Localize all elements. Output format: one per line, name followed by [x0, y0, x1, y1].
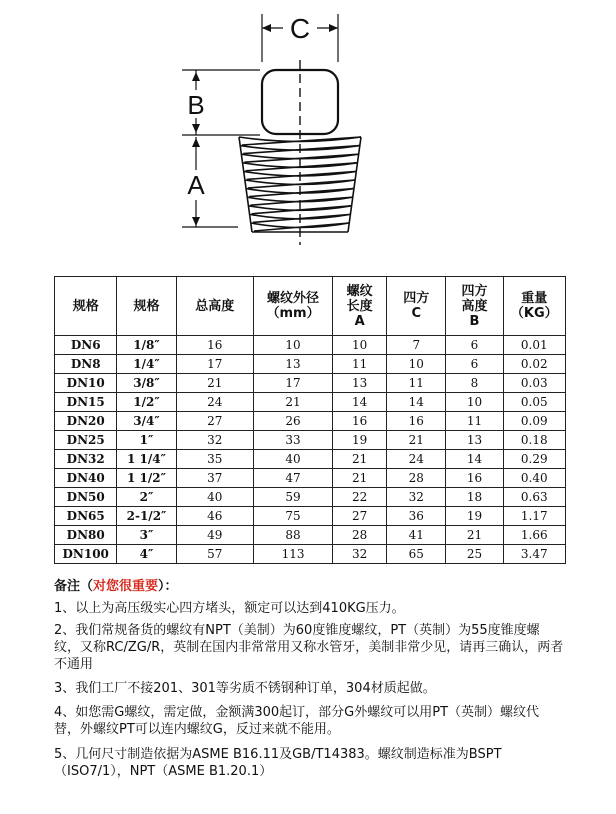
table-cell: 13: [253, 355, 332, 374]
table-row: [55, 393, 566, 412]
table-cell: DN50: [55, 488, 117, 507]
table-cell: 1.17: [503, 507, 565, 526]
table-cell: 21: [333, 450, 387, 469]
table-cell: 8: [446, 374, 503, 393]
table-header-row: [55, 277, 566, 336]
table-cell: 18: [446, 488, 503, 507]
table-cell: 27: [176, 412, 253, 431]
table-cell: 7: [387, 336, 446, 355]
table-cell: DN15: [55, 393, 117, 412]
note-item: 3、我们工厂不接201、301等劣质不锈钢种订单，304材质起做。: [54, 681, 436, 696]
table-cell: 27: [333, 507, 387, 526]
table-cell: 21: [387, 431, 446, 450]
table-cell: 75: [253, 507, 332, 526]
table-cell: 22: [333, 488, 387, 507]
column-header: 规格: [117, 277, 176, 336]
note-item: 2、我们常规备货的螺纹有NPT（美制）为60度锥度螺纹，PT（英制）为55度锥度螺纹，又称RC/ZG/R，英制在国内非常常用又称水管牙，美制非常少见，请再三确认，两者不通用: [54, 623, 564, 672]
table-cell: 35: [176, 450, 253, 469]
table-cell: 24: [387, 450, 446, 469]
table-cell: DN10: [55, 374, 117, 393]
column-header: 重量 （KG）: [503, 277, 565, 336]
table-cell: 2″: [117, 488, 176, 507]
table-cell: 40: [176, 488, 253, 507]
table-cell: 3″: [117, 526, 176, 545]
notes-title-paren-open: （: [80, 579, 94, 594]
table-cell: 40: [253, 450, 332, 469]
table-cell: 16: [176, 336, 253, 355]
dimension-b: [182, 70, 260, 135]
table-cell: 10: [253, 336, 332, 355]
table-cell: 21: [253, 393, 332, 412]
table-cell: 3.47: [503, 545, 565, 564]
table-cell: 3/8″: [117, 374, 176, 393]
table-cell: 17: [253, 374, 332, 393]
table-cell: 26: [253, 412, 332, 431]
table-cell: 19: [333, 431, 387, 450]
table-cell: 0.29: [503, 450, 565, 469]
column-header: 四方 C: [387, 277, 446, 336]
table-cell: 1 1/2″: [117, 469, 176, 488]
table-cell: 41: [387, 526, 446, 545]
table-cell: 0.01: [503, 336, 565, 355]
table-cell: 1/8″: [117, 336, 176, 355]
table-cell: 32: [333, 545, 387, 564]
column-header: 螺纹 长度 A: [333, 277, 387, 336]
table-cell: 1″: [117, 431, 176, 450]
table-cell: 14: [446, 450, 503, 469]
table-cell: 32: [176, 431, 253, 450]
table-cell: 49: [176, 526, 253, 545]
table-cell: 13: [446, 431, 503, 450]
table-cell: 1 1/4″: [117, 450, 176, 469]
table-cell: 37: [176, 469, 253, 488]
table-cell: 1/4″: [117, 355, 176, 374]
table-cell: 59: [253, 488, 332, 507]
table-cell: 113: [253, 545, 332, 564]
table-row: [55, 374, 566, 393]
table-cell: 0.18: [503, 431, 565, 450]
table-cell: 65: [387, 545, 446, 564]
notes-title-paren-close: ）：: [158, 579, 178, 594]
table-cell: 88: [253, 526, 332, 545]
note-item: 1、以上为高压级实心四方堵头，额定可以达到410KG压力。: [54, 601, 405, 616]
table-row: [55, 450, 566, 469]
table-cell: 2-1/2″: [117, 507, 176, 526]
table-row: [55, 412, 566, 431]
table-cell: 17: [176, 355, 253, 374]
table-cell: 1.66: [503, 526, 565, 545]
table-cell: DN100: [55, 545, 117, 564]
dimension-a: [182, 137, 238, 227]
notes-title: [54, 578, 574, 595]
spec-table: [54, 276, 566, 564]
table-cell: 0.63: [503, 488, 565, 507]
label-b: B: [187, 90, 205, 120]
table-cell: 14: [333, 393, 387, 412]
notes-title-label: 备注: [54, 579, 81, 594]
note-item: 5、几何尺寸制造依据为ASME B16.11及GB/T14383。螺纹制造标准为BSPT（ISO7/1），NPT（ASME B1.20.1）: [54, 747, 502, 779]
table-cell: 24: [176, 393, 253, 412]
table-cell: 13: [333, 374, 387, 393]
table-cell: DN80: [55, 526, 117, 545]
table-cell: 33: [253, 431, 332, 450]
table-cell: 14: [387, 393, 446, 412]
table-row: [55, 431, 566, 450]
table-cell: 0.09: [503, 412, 565, 431]
table-cell: 21: [176, 374, 253, 393]
table-cell: DN6: [55, 336, 117, 355]
table-cell: 16: [387, 412, 446, 431]
table-cell: 28: [333, 526, 387, 545]
table-row: [55, 488, 566, 507]
table-cell: DN40: [55, 469, 117, 488]
column-header: 螺纹外径 （mm）: [253, 277, 332, 336]
table-cell: 57: [176, 545, 253, 564]
table-cell: 11: [333, 355, 387, 374]
table-cell: 0.03: [503, 374, 565, 393]
column-header: 总高度: [176, 277, 253, 336]
table-cell: 11: [446, 412, 503, 431]
table-cell: 16: [446, 469, 503, 488]
table-cell: 4″: [117, 545, 176, 564]
label-c: C: [289, 13, 311, 44]
table-cell: 25: [446, 545, 503, 564]
table-cell: 21: [333, 469, 387, 488]
table-cell: 10: [387, 355, 446, 374]
table-cell: 16: [333, 412, 387, 431]
label-a: A: [187, 170, 205, 200]
table-cell: 46: [176, 507, 253, 526]
plug-dimension-diagram: [0, 0, 616, 262]
notes-title-emphasis: 对您很重要: [93, 579, 159, 594]
table-cell: 47: [253, 469, 332, 488]
table-cell: 32: [387, 488, 446, 507]
table-cell: 0.02: [503, 355, 565, 374]
table-cell: 0.05: [503, 393, 565, 412]
table-row: [55, 469, 566, 488]
table-cell: 10: [446, 393, 503, 412]
table-row: [55, 336, 566, 355]
table-cell: 11: [387, 374, 446, 393]
notes-section: [54, 578, 574, 779]
table-cell: DN32: [55, 450, 117, 469]
column-header: 规格: [55, 277, 117, 336]
table-cell: 21: [446, 526, 503, 545]
column-header: 四方 高度 B: [446, 277, 503, 336]
table-cell: DN65: [55, 507, 117, 526]
table-cell: 6: [446, 336, 503, 355]
table-cell: DN20: [55, 412, 117, 431]
table-row: [55, 507, 566, 526]
table-cell: DN8: [55, 355, 117, 374]
table-cell: 1/2″: [117, 393, 176, 412]
table-row: [55, 526, 566, 545]
dimension-c: [262, 13, 338, 62]
table-row: [55, 545, 566, 564]
table-cell: 6: [446, 355, 503, 374]
table-cell: 0.40: [503, 469, 565, 488]
table-cell: 10: [333, 336, 387, 355]
table-cell: 3/4″: [117, 412, 176, 431]
table-cell: DN25: [55, 431, 117, 450]
table-cell: 36: [387, 507, 446, 526]
table-cell: 28: [387, 469, 446, 488]
table-row: [55, 355, 566, 374]
table-cell: 19: [446, 507, 503, 526]
note-item: 4、如您需G螺纹，需定做，金额满300起订，部分G外螺纹可以用PT（英制）螺纹代替，外螺纹PT可以连内螺纹G，反过来就不能用。: [54, 705, 540, 737]
